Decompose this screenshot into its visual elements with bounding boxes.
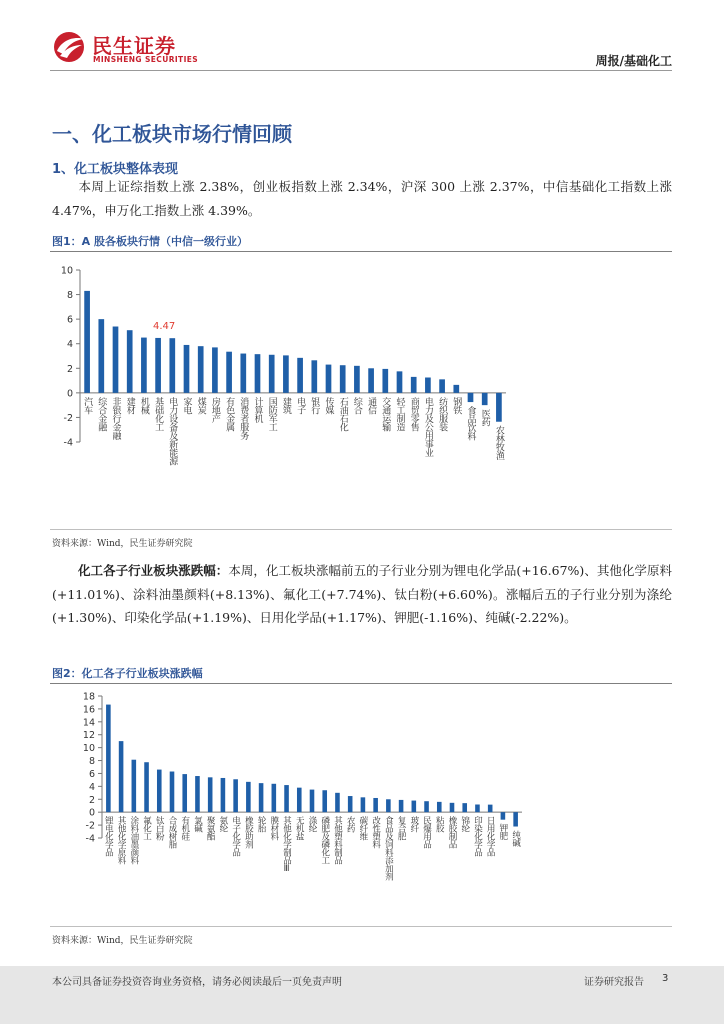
paragraph-subsectors	[52, 559, 672, 630]
bar	[84, 291, 90, 393]
bar	[195, 776, 200, 812]
x-category-label: 医药	[479, 409, 490, 427]
bar	[144, 762, 149, 812]
x-category-label: 日用化学品	[485, 816, 496, 857]
chart-svg	[50, 254, 672, 524]
x-category-label: 锂电化学品	[103, 816, 114, 857]
paragraph-overview	[52, 175, 672, 222]
y-tick-label: 16	[82, 704, 95, 716]
bar	[501, 812, 506, 819]
y-tick-label: 14	[82, 717, 95, 729]
logo-english-text: MINSHENG SECURITIES	[93, 55, 199, 64]
bar	[269, 355, 275, 393]
x-category-label: 通信	[366, 396, 377, 414]
y-tick-label: 18	[82, 691, 95, 703]
figure2-source: 资料来源：Wind，民生证券研究院	[52, 936, 193, 946]
x-category-label: 电力设备及新能源	[167, 396, 178, 465]
x-category-label: 煤炭	[195, 396, 206, 414]
figure2-chart	[50, 686, 672, 924]
bar	[310, 790, 315, 813]
x-category-label: 建材	[124, 396, 135, 414]
y-tick-label: 0	[88, 807, 95, 819]
bar	[259, 783, 264, 812]
y-tick-label: -4	[85, 833, 95, 845]
x-category-label: 膜材料	[268, 816, 279, 841]
x-category-label: 电力及公用事业	[422, 396, 433, 457]
bar	[361, 797, 366, 812]
x-category-label: 汽车	[82, 396, 93, 414]
paragraph-subsectors-lead: 化工各子行业板块涨跌幅：	[78, 563, 229, 578]
figure2-title: 图2：化工各子行业板块涨跌幅	[52, 667, 203, 680]
y-tick-label: -2	[63, 412, 73, 424]
bar	[411, 377, 417, 393]
y-tick-label: 0	[66, 388, 73, 400]
bar	[119, 741, 124, 812]
bar	[439, 379, 445, 393]
x-category-label: 橡胶助剂	[243, 816, 254, 849]
x-category-label: 氟化工	[141, 816, 152, 841]
bar	[141, 338, 147, 393]
x-category-label: 橡胶制品	[447, 816, 457, 849]
bar	[382, 369, 388, 393]
y-tick-label: 10	[60, 265, 73, 277]
header-divider	[50, 70, 672, 71]
x-category-label: 聚氨酯	[205, 816, 216, 841]
bar	[496, 393, 502, 422]
x-category-label: 涂料油墨颜料	[128, 816, 139, 865]
bar	[155, 338, 161, 393]
x-category-label: 纯碱	[510, 830, 521, 847]
bar	[488, 805, 493, 813]
x-category-label: 合成树脂	[167, 816, 177, 849]
bar	[397, 371, 403, 393]
x-category-label: 轻工制造	[394, 396, 405, 431]
bar	[246, 782, 251, 812]
bar	[386, 799, 391, 812]
y-tick-label: 12	[82, 730, 95, 742]
x-category-label: 改性塑料	[370, 816, 381, 849]
x-category-label: 氯碱	[192, 816, 203, 833]
bar	[127, 330, 133, 393]
chart-svg	[50, 686, 672, 924]
x-category-label: 机械	[138, 396, 149, 414]
x-category-label: 有色金属	[224, 396, 235, 431]
bar	[212, 347, 218, 392]
bar	[297, 788, 302, 813]
x-category-label: 纺织服装	[437, 396, 448, 431]
bar	[354, 366, 360, 393]
bar	[348, 796, 353, 812]
x-category-label: 钢铁	[451, 396, 462, 414]
bar	[113, 327, 119, 393]
y-tick-label: 10	[82, 743, 95, 755]
x-category-label: 石油石化	[337, 396, 348, 431]
bar	[170, 772, 175, 813]
bar	[462, 803, 467, 812]
bar	[437, 802, 442, 812]
x-category-label: 食品饮料	[465, 406, 476, 441]
x-category-label: 房地产	[209, 396, 220, 423]
x-category-label: 钾肥	[497, 823, 508, 840]
bar	[106, 705, 111, 813]
data-label: 4.47	[152, 320, 176, 332]
x-category-label: 国防军工	[266, 396, 277, 431]
y-tick-label: 4	[88, 781, 95, 793]
paragraph-overview-text: 本周上证综指数上涨 2.38%，创业板指数上涨 2.34%，沪深 300 上涨 2.37%，中信基础化工指数上涨 4.47%，申万化工指数上涨 4.39%。	[52, 179, 672, 218]
x-category-label: 交通运输	[380, 396, 391, 431]
bar	[284, 785, 289, 812]
x-category-label: 食品及饲料添加剂	[383, 816, 394, 881]
figure1-chart	[50, 254, 672, 524]
page-number: 3	[662, 973, 669, 984]
bar	[513, 812, 518, 826]
bar	[226, 352, 232, 393]
x-category-label: 综合	[351, 396, 362, 414]
bar	[340, 365, 346, 393]
x-category-label: 银行	[309, 396, 320, 414]
bar	[98, 319, 104, 393]
x-category-label: 商贸零售	[408, 396, 419, 431]
bar	[482, 393, 488, 405]
x-category-label: 玻纤	[408, 816, 419, 833]
y-tick-label: 2	[88, 794, 95, 806]
y-tick-label: 8	[66, 290, 73, 302]
bar	[157, 770, 162, 813]
bar	[132, 760, 137, 812]
x-category-label: 粘胶	[434, 816, 445, 833]
x-category-label: 碳纤维	[357, 816, 368, 841]
page-header	[0, 0, 724, 76]
bar	[326, 365, 332, 393]
y-tick-label: 4	[66, 339, 73, 351]
bar	[169, 338, 175, 393]
figure1-bottom-rule	[50, 529, 672, 530]
figure2-bottom-rule	[50, 926, 672, 927]
bar	[182, 774, 187, 812]
x-category-label: 电子化学品	[230, 816, 241, 857]
x-category-label: 传媒	[323, 396, 334, 414]
x-category-label: 有机硅	[179, 816, 190, 841]
bar	[450, 803, 455, 812]
x-category-label: 民爆用品	[421, 816, 432, 849]
x-category-label: 磷肥及磷化工	[319, 816, 330, 865]
y-tick-label: 6	[66, 314, 73, 326]
bar	[198, 346, 204, 393]
x-category-label: 消费者服务	[238, 396, 249, 440]
figure1-top-rule	[50, 251, 672, 252]
bar	[221, 778, 226, 812]
minsheng-logo-icon	[48, 30, 90, 64]
document-type: 周报/基础化工	[595, 54, 672, 68]
footer-disclaimer: 本公司具备证券投资咨询业务资格，请务必阅读最后一页免责声明	[52, 977, 342, 988]
bar	[233, 779, 238, 812]
bar	[425, 378, 431, 393]
bar	[475, 805, 480, 813]
x-category-label: 电子	[295, 396, 306, 414]
x-category-label: 综合金融	[96, 396, 107, 431]
x-category-label: 复合肥	[396, 816, 407, 841]
bar	[240, 354, 246, 393]
section-heading: 一、化工板块市场行情回顾	[52, 122, 292, 146]
figure1-title: 图1：A 股各板块行情（中信一级行业）	[52, 235, 248, 248]
bar	[184, 345, 190, 393]
x-category-label: 家电	[181, 396, 192, 414]
x-category-label: 计算机	[252, 396, 263, 423]
subsection-heading: 1、化工板块整体表现	[52, 162, 179, 177]
logo-text: 民生证券	[92, 34, 176, 58]
x-category-label: 无机盐	[294, 816, 305, 841]
bar	[399, 800, 404, 812]
x-category-label: 农林牧渔	[493, 425, 504, 460]
y-tick-label: 6	[88, 768, 95, 780]
bar	[412, 801, 417, 813]
x-category-label: 印染化学品	[472, 816, 483, 857]
bar	[208, 777, 213, 812]
y-tick-label: 2	[66, 363, 73, 375]
bar	[468, 393, 474, 402]
x-category-label: 基础化工	[153, 396, 164, 431]
bar	[283, 355, 289, 392]
x-category-label: 涤纶	[307, 816, 317, 833]
footer-report-type: 证券研究报告	[584, 977, 644, 988]
y-tick-label: -2	[85, 820, 95, 832]
y-tick-label: -4	[63, 437, 73, 449]
y-tick-label: 8	[88, 756, 95, 768]
bar	[453, 385, 459, 393]
bar	[272, 784, 277, 812]
x-category-label: 其他化学原料	[116, 816, 127, 865]
bar	[311, 360, 317, 393]
bar	[373, 798, 378, 812]
paragraph-subsectors-text: 本周，化工板块涨幅前五的子行业分别为锂电化学品(+16.67%)、其他化学原料(+11.01%)、涂料油墨颜料(+8.13%)、氟化工(+7.74%)、钛白粉(+6.60%)。涨幅后五的子行业分别为涤纶(+1.30%)、印染化学品(+1.19%)、日用化学品(+1.17%)、钾肥(-1.16%)、纯碱(-2.22%)。	[52, 563, 672, 625]
x-category-label: 锦纶	[459, 816, 470, 833]
x-category-label: 非银行金融	[110, 396, 121, 440]
x-category-label: 其他化学制品Ⅲ	[281, 816, 292, 874]
figure2-top-rule	[50, 683, 672, 684]
x-category-label: 建筑	[280, 396, 291, 414]
x-category-label: 轮胎	[256, 816, 267, 833]
bar	[368, 368, 374, 393]
x-category-label: 农药	[345, 816, 356, 833]
bar	[424, 801, 429, 812]
bar	[297, 358, 303, 393]
bar	[322, 790, 327, 812]
bar	[335, 793, 340, 812]
figure1-source: 资料来源：Wind，民生证券研究院	[52, 539, 193, 549]
x-category-label: 氨纶	[217, 816, 228, 833]
x-category-label: 其他塑料制品	[332, 816, 343, 865]
x-category-label: 钛白粉	[154, 816, 165, 841]
bar	[255, 354, 261, 393]
